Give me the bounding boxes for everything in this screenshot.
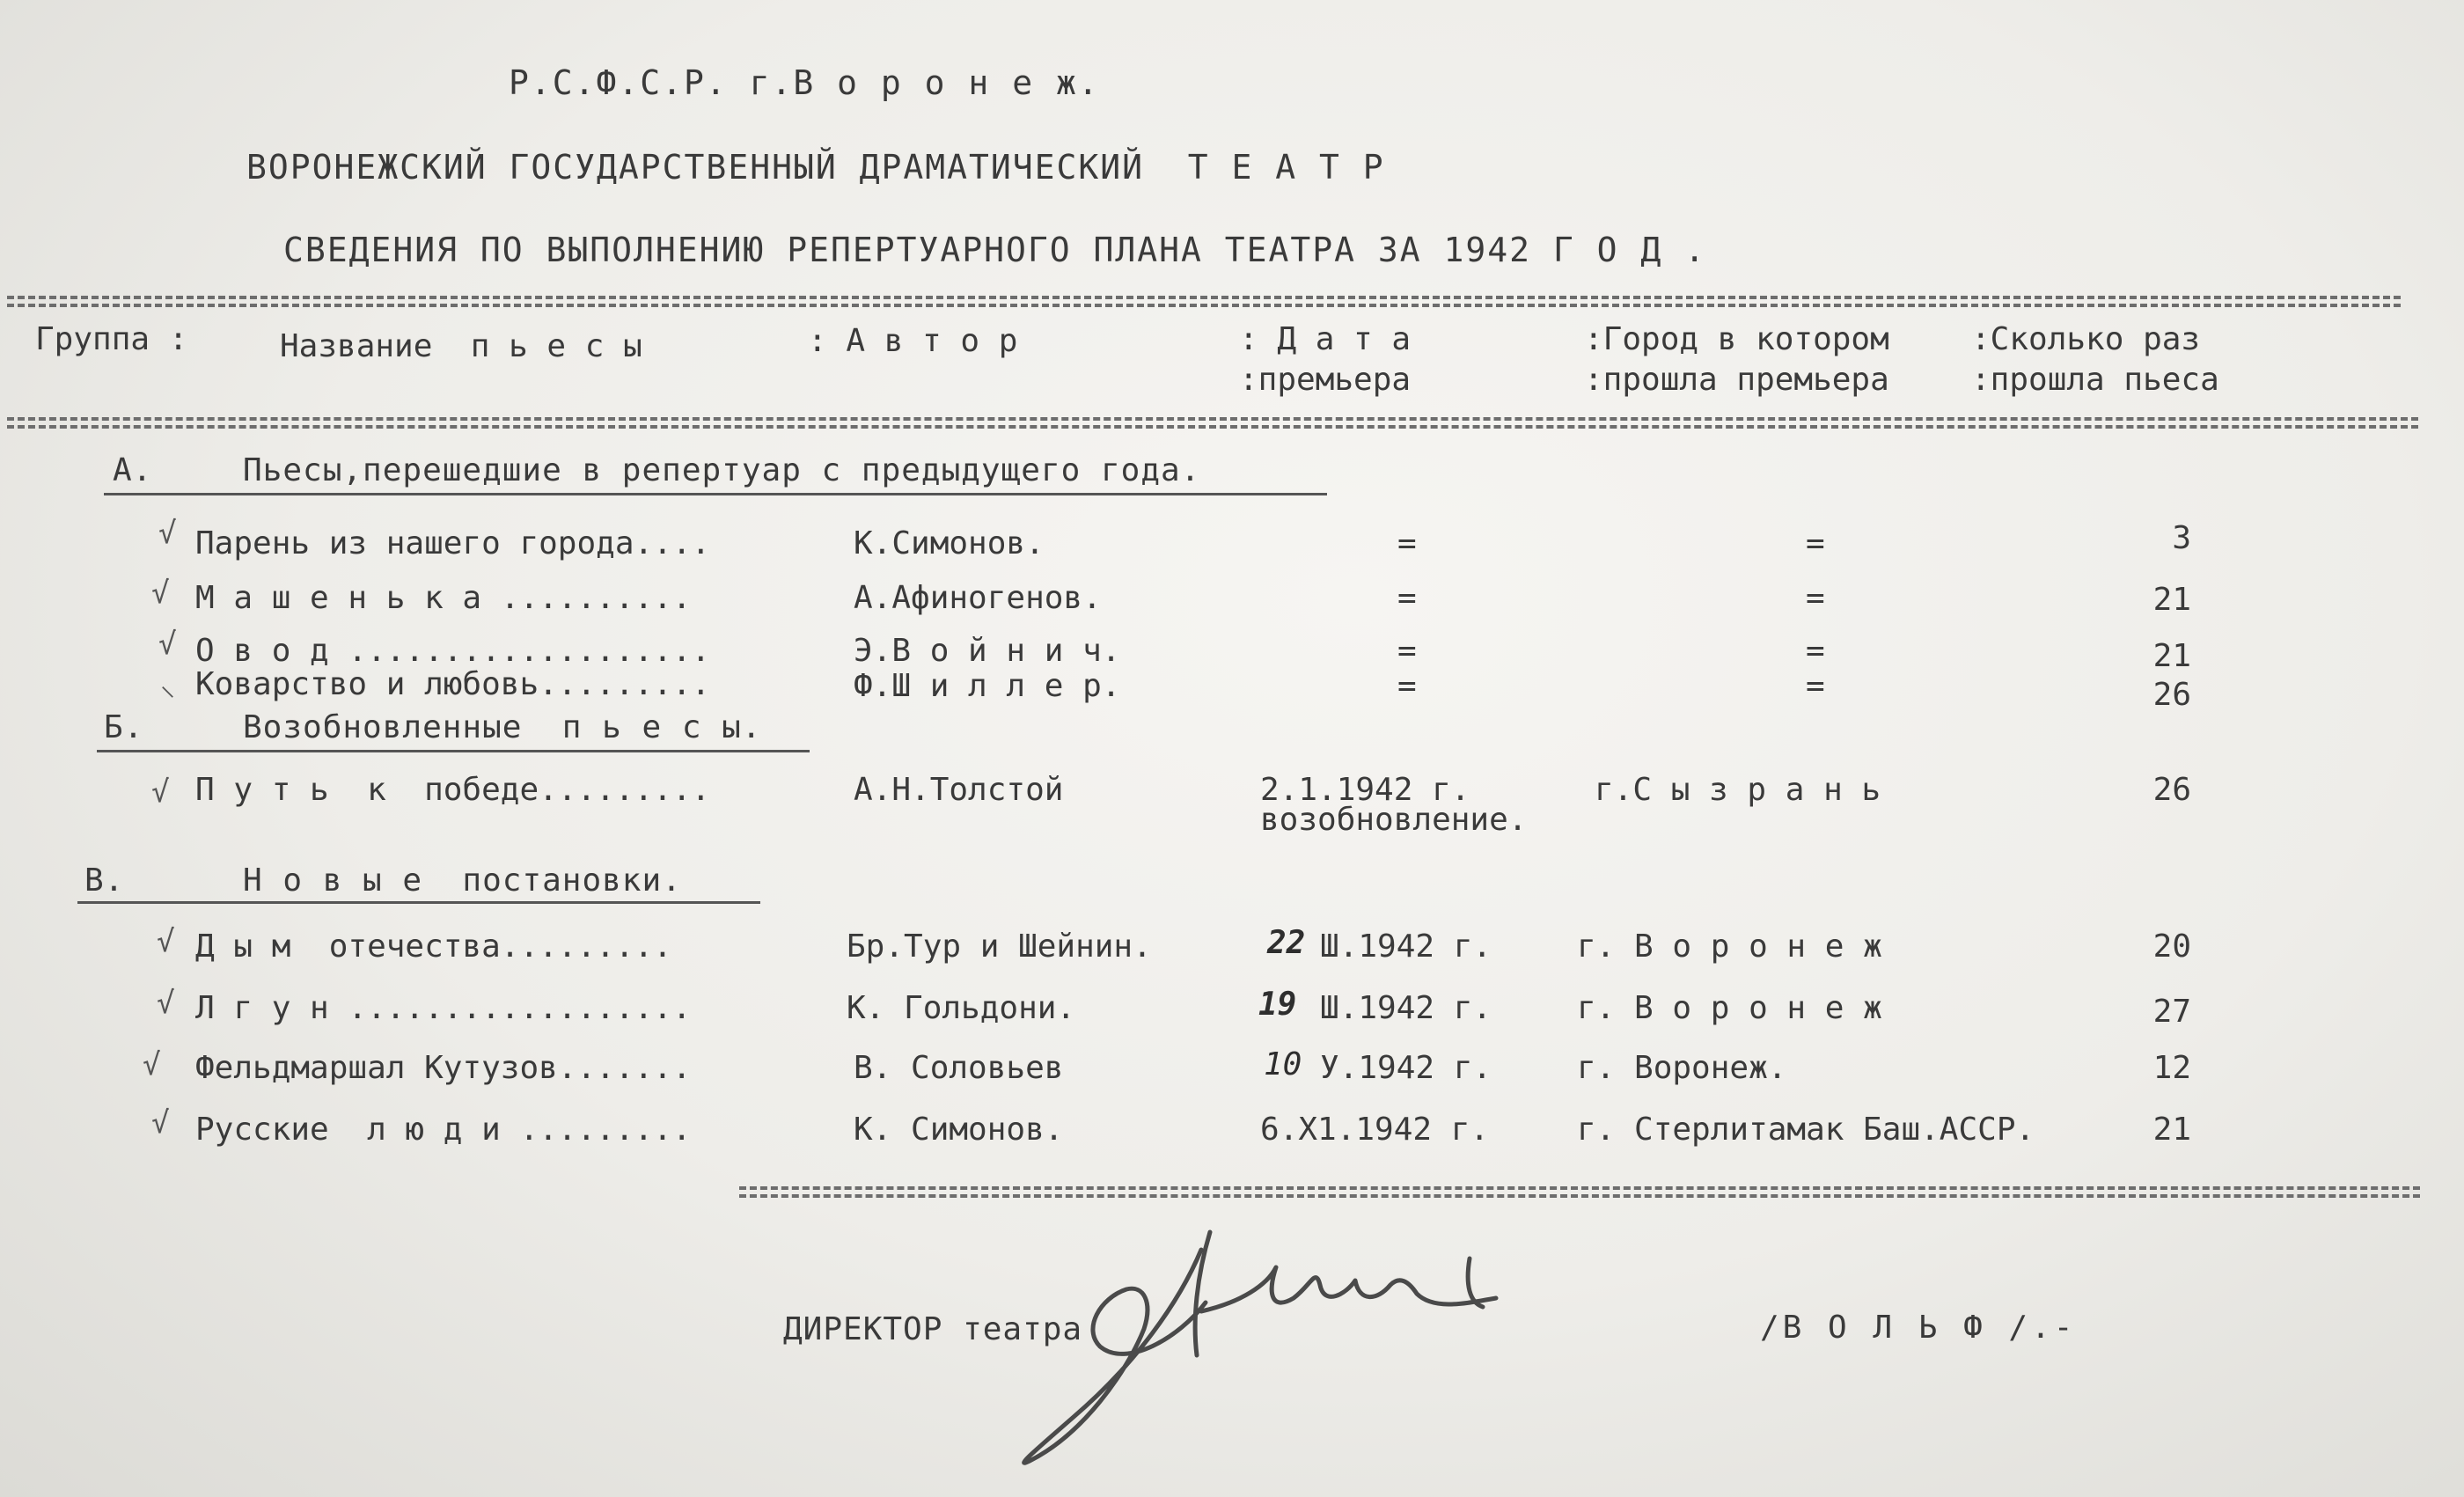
col-city-2: :прошла премьера <box>1584 362 1889 398</box>
row-author: Бр.Тур и Шейнин. <box>847 928 1152 965</box>
col-count-2: :прошла пьеса <box>1971 362 2219 398</box>
row-count: 20 <box>2152 928 2191 965</box>
row-date-note: возобновление. <box>1260 802 1528 838</box>
check-mark: √ <box>151 774 170 810</box>
row-city: = <box>1806 633 1825 669</box>
section-b-letter: Б. <box>104 709 144 745</box>
col-title: Название п ь е с ы <box>280 328 642 364</box>
row-author: Ф.Ш и л л е р. <box>854 668 1121 704</box>
row-title: Парень из нашего города.... <box>195 525 711 561</box>
row-title: Фельдмаршал Кутузов....... <box>195 1050 692 1086</box>
row-author: В. Соловьев <box>854 1050 1064 1086</box>
check-mark: √ <box>158 627 177 662</box>
row-city: г. В о р о н е ж <box>1577 990 1882 1026</box>
row-title: Д ы м отечества......... <box>195 928 672 965</box>
row-count: 27 <box>2152 994 2191 1030</box>
section-c-letter: В. <box>84 862 125 899</box>
separator-bottom <box>739 1186 2420 1190</box>
col-group: Группа : <box>35 321 188 357</box>
row-date-day: 19 <box>1258 987 1297 1023</box>
section-b-heading: Возобновленные п ь е с ы. <box>243 709 762 745</box>
section-b-underline <box>97 750 810 752</box>
header-line-1: Р.С.Ф.С.Р. г.В о р о н е ж. <box>509 63 1100 102</box>
row-count: 3 <box>2172 520 2191 556</box>
director-name: /В О Л Ь Ф /.- <box>1760 1310 2077 1346</box>
row-author: К. Гольдони. <box>847 990 1076 1026</box>
row-date: 6.Х1.1942 г. <box>1260 1112 1490 1148</box>
row-title: Русские л ю д и ......... <box>195 1112 692 1148</box>
row-author: А.Н.Толстой <box>854 772 1064 808</box>
row-city: г. Стерлитамак Баш.АССР. <box>1577 1112 2035 1148</box>
row-count: 21 <box>2152 1112 2191 1148</box>
row-title: О в о д ................... <box>195 633 711 669</box>
row-count: 21 <box>2152 638 2191 674</box>
row-title: М а ш е н ь к а .......... <box>195 580 692 616</box>
check-mark: √ <box>157 986 175 1021</box>
row-title: Коварство и любовь......... <box>195 666 711 702</box>
check-mark: ⸜ <box>160 668 175 703</box>
row-city: = <box>1806 668 1825 704</box>
check-mark: √ <box>157 924 175 959</box>
signature-icon <box>977 1197 1593 1487</box>
row-city: г. Воронеж. <box>1577 1050 1787 1086</box>
row-date: Ш.1942 г. <box>1320 990 1492 1026</box>
col-date-2: :премьера <box>1239 362 1412 398</box>
check-mark: √ <box>143 1047 161 1082</box>
row-count: 26 <box>2152 772 2191 808</box>
row-date: = <box>1397 580 1417 616</box>
col-count-1: :Сколько раз <box>1971 321 2201 357</box>
row-date: Ш.1942 г. <box>1320 928 1492 965</box>
row-date: = <box>1397 633 1417 669</box>
document-title: СВЕДЕНИЯ ПО ВЫПОЛНЕНИЮ РЕПЕРТУАРНОГО ПЛАНА ТЕАТРА ЗА 1942 Г О Д . <box>283 231 1707 269</box>
header-theatre-name: ВОРОНЕЖСКИЙ ГОСУДАРСТВЕННЫЙ ДРАМАТИЧЕСКИЙ Т Е А Т Р <box>246 148 1385 187</box>
section-c-heading: Н о в ы е постановки. <box>243 862 682 899</box>
check-mark: √ <box>151 1105 170 1141</box>
col-date-1: : Д а т а <box>1239 321 1412 357</box>
row-author: К. Симонов. <box>854 1112 1064 1148</box>
row-count: 12 <box>2152 1050 2191 1086</box>
col-author: : А в т о р <box>808 323 1018 359</box>
row-date-day: 22 <box>1267 925 1306 961</box>
row-city: = <box>1806 580 1825 616</box>
row-author: К.Симонов. <box>854 525 1045 561</box>
section-a-heading: Пьесы,перешедшие в репертуар с предыдущего года. <box>243 452 1201 488</box>
separator-top <box>7 296 2401 299</box>
row-author: Э.В о й н и ч. <box>854 633 1121 669</box>
separator-header <box>7 417 2418 421</box>
director-label: ДИРЕКТОР театра <box>783 1311 1083 1347</box>
row-title: Л г у н .................. <box>195 990 692 1026</box>
row-date: 2.1.1942 г. <box>1260 772 1470 808</box>
row-count: 21 <box>2152 582 2191 618</box>
row-count: 26 <box>2152 677 2191 713</box>
row-title: П у т ь к победе......... <box>195 772 711 808</box>
check-mark: √ <box>158 516 177 551</box>
row-author: А.Афиногенов. <box>854 580 1102 616</box>
row-city: г. В о р о н е ж <box>1577 928 1882 965</box>
col-city-1: :Город в котором <box>1584 321 1889 357</box>
section-a-underline <box>104 493 1327 495</box>
row-date: = <box>1397 525 1417 561</box>
row-city: = <box>1806 525 1825 561</box>
row-city: г.С ы з р а н ь <box>1595 772 1881 808</box>
row-date: = <box>1397 668 1417 704</box>
check-mark: √ <box>151 576 170 611</box>
section-c-underline <box>77 901 760 904</box>
row-date-day: 10 <box>1264 1046 1302 1082</box>
section-a-letter: А. <box>113 452 153 488</box>
row-date: У.1942 г. <box>1320 1050 1492 1086</box>
